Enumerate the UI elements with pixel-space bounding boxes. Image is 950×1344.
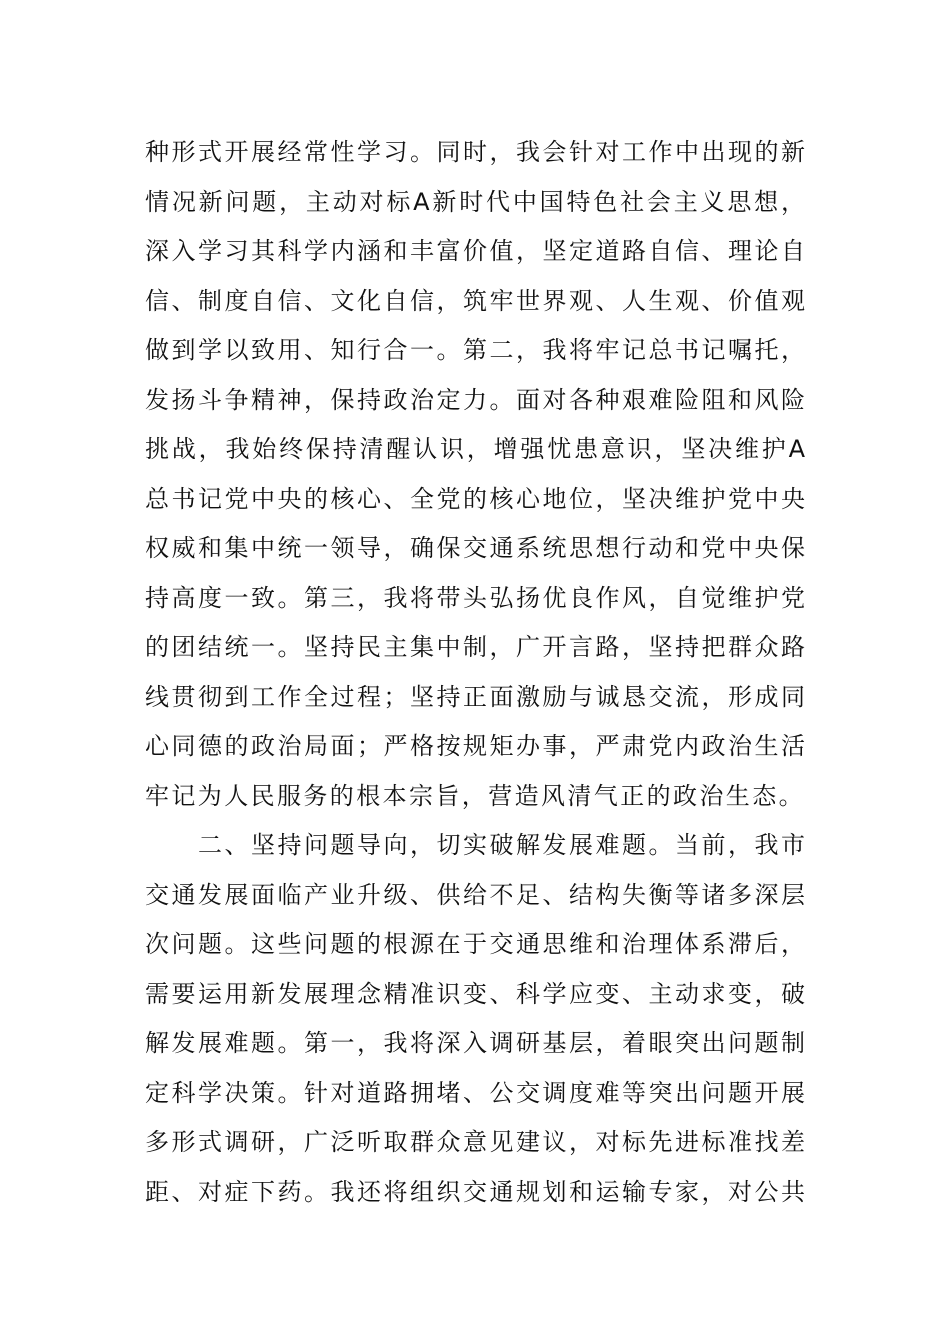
text-line: 权威和集中统一领导，确保交通系统思想行动和党中央保 [145,534,805,562]
text-line: 二、坚持问题导向，切实破解发展难题。当前，我市 [198,831,805,859]
text-line: 总书记党中央的核心、全党的核心地位，坚决维护党中央 [145,485,805,513]
text-line: 深入学习其科学内涵和丰富价值，坚定道路自信、理论自 [145,237,805,265]
text-line: 持高度一致。第三，我将带头弘扬优良作风，自觉维护党 [145,584,805,612]
text-line: 挑战，我始终保持清醒认识，增强忧患意识，坚决维护A [145,435,805,463]
text-line: 次问题。这些问题的根源在于交通思维和治理体系滞后， [145,930,805,958]
text-line: 的团结统一。坚持民主集中制，广开言路，坚持把群众路 [145,633,805,661]
text-line: 牢记为人民服务的根本宗旨，营造风清气正的政治生态。 [145,782,805,810]
text-line: 发扬斗争精神，保持政治定力。面对各种艰难险阻和风险 [145,386,805,414]
text-line: 情况新问题，主动对标A新时代中国特色社会主义思想， [145,188,805,216]
text-line: 线贯彻到工作全过程；坚持正面激励与诚恳交流，形成同 [145,683,805,711]
text-line: 定科学决策。针对道路拥堵、公交调度难等突出问题开展 [145,1079,805,1107]
text-line: 种形式开展经常性学习。同时，我会针对工作中出现的新 [145,138,805,166]
text-line: 需要运用新发展理念精准识变、科学应变、主动求变，破 [145,980,805,1008]
text-line: 做到学以致用、知行合一。第二，我将牢记总书记嘱托， [145,336,805,364]
text-line: 心同德的政治局面；严格按规矩办事，严肃党内政治生活 [145,732,805,760]
text-line: 多形式调研，广泛听取群众意见建议，对标先进标准找差 [145,1128,805,1156]
text-line: 交通发展面临产业升级、供给不足、结构失衡等诸多深层 [145,881,805,909]
text-line: 解发展难题。第一，我将深入调研基层，着眼突出问题制 [145,1029,805,1057]
text-line: 信、制度自信、文化自信，筑牢世界观、人生观、价值观 [145,287,805,315]
text-line: 距、对症下药。我还将组织交通规划和运输专家，对公共 [145,1178,805,1206]
